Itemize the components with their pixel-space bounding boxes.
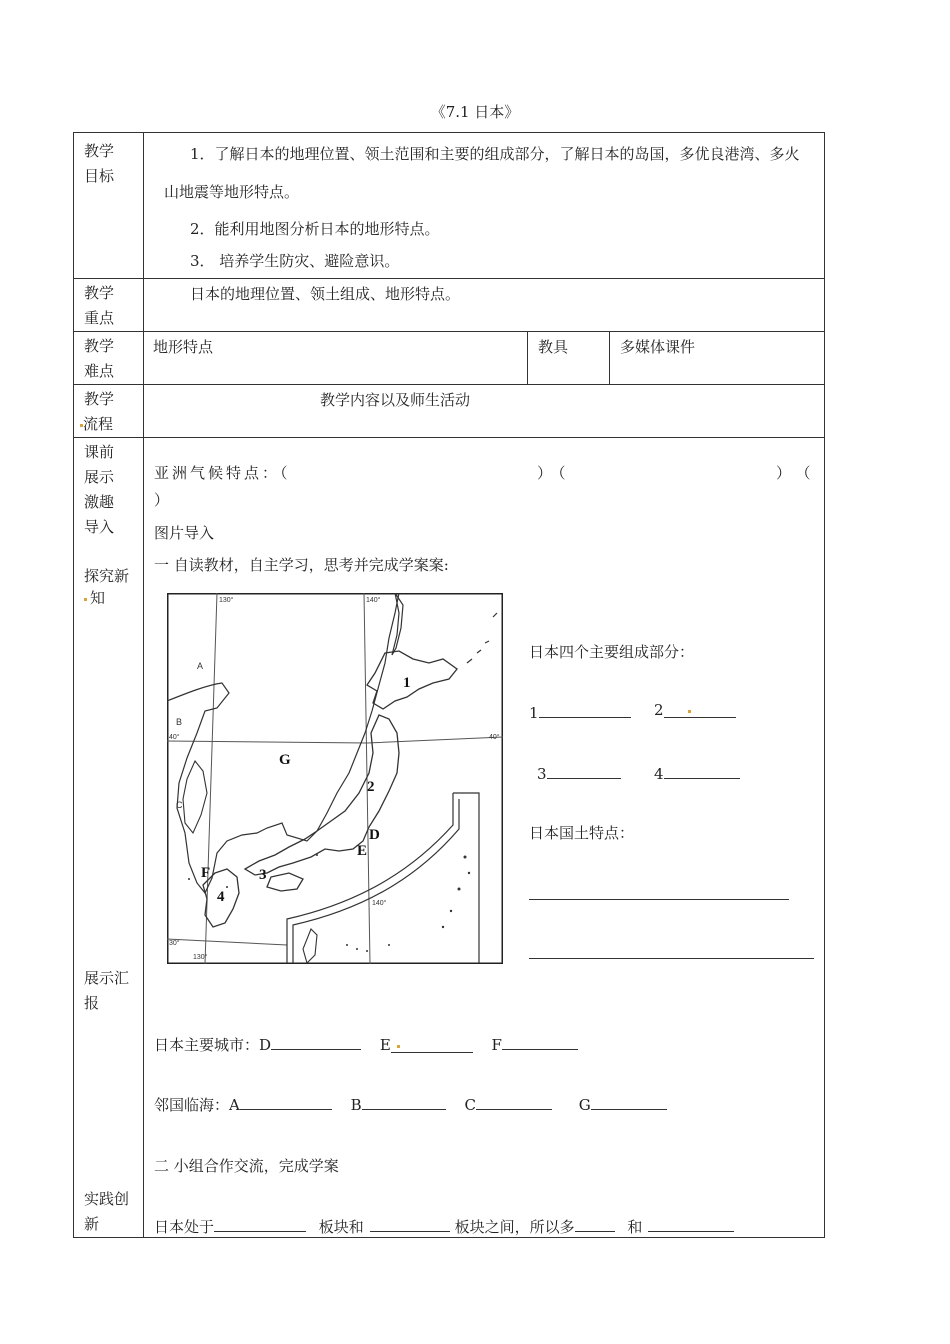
asia-climate-prompt: 亚洲气候特点：（ — [154, 464, 291, 482]
goal-2: 2．能利用地图分析日本的地形特点。 — [190, 220, 440, 238]
tools-value: 多媒体课件 — [620, 338, 696, 356]
part-1-row: 1 — [529, 701, 631, 722]
map-label-b: B — [176, 717, 183, 727]
label-intro: 课前 展示 激趣 导入 — [84, 443, 115, 536]
map-degree-130-top: 130° — [219, 597, 234, 604]
focus-text: 日本的地理位置、领土组成、地形特点。 — [190, 285, 461, 303]
row-goals — [74, 133, 825, 279]
label-process: 教学 流程 — [74, 385, 143, 437]
lesson-plan-table — [73, 132, 825, 1238]
row-focus — [74, 279, 825, 332]
map-label-c: C — [176, 800, 183, 810]
territory-answer-line-1[interactable] — [529, 899, 789, 900]
row-content — [74, 438, 825, 1238]
label-focus: 教学 重点 — [84, 284, 115, 327]
map-degree-40-right: 40° — [489, 734, 500, 741]
part-2-row: 2 — [654, 701, 736, 719]
map-degree-130-bottom: 130° — [193, 954, 208, 961]
territory-answer-line-2[interactable] — [529, 958, 814, 959]
plate-row: 日本处于 板块和 板块之间，所以多 和 — [154, 1215, 734, 1237]
label-goals: 教学 目标 — [84, 142, 115, 185]
map-label-f: F — [201, 865, 211, 881]
paren-mid-1: ）（ — [537, 464, 572, 482]
neighbors-row: 邻国临海：A B C G — [154, 1093, 667, 1115]
goal-1: 1．了解日本的地理位置、领土范围和主要的组成部分，了解日本的岛国，多优良港湾、多火山地震等地形特点。 — [164, 145, 800, 201]
map-degree-140-bottom: 140° — [372, 900, 387, 907]
label-report: 展示汇 报 — [84, 969, 130, 1012]
label-explore: 探究新 知 — [84, 567, 130, 607]
part-3-row: 3 — [537, 762, 621, 783]
page-title: 《7.1 日本》 — [430, 103, 520, 121]
difficulty-text: 地形特点 — [153, 338, 214, 356]
map-degree-140-top: 140° — [366, 597, 381, 604]
four-parts-title: 日本四个主要组成部分： — [529, 643, 695, 661]
part-4-row: 4 — [654, 762, 740, 783]
map-degree-30: 30° — [169, 940, 180, 947]
goal-3: 3． 培养学生防灾、避险意识。 — [190, 252, 400, 270]
map-label-d: D — [369, 827, 380, 843]
territory-title: 日本国土特点： — [529, 824, 635, 842]
label-practice: 实践创 新 — [84, 1190, 130, 1233]
japan-map — [167, 593, 503, 964]
paren-mid-2: ）（ — [776, 464, 823, 482]
picture-intro: 图片导入 — [154, 524, 215, 542]
paren-end: ） — [154, 491, 170, 509]
map-number-1: 1 — [403, 675, 411, 691]
process-text: 教学内容以及师生活动 — [320, 391, 471, 409]
map-degree-40-left: 40° — [169, 734, 180, 741]
row-difficulty — [74, 332, 825, 385]
map-number-4: 4 — [217, 889, 225, 905]
map-number-2: 2 — [367, 779, 375, 795]
row-process — [74, 385, 825, 438]
map-number-3: 3 — [259, 867, 267, 883]
map-label-e: E — [357, 843, 368, 859]
map-label-a: A — [197, 661, 204, 671]
section-1-heading: 一 自读教材，自主学习，思考并完成学案案: — [154, 556, 449, 574]
section-2-heading: 二 小组合作交流，完成学案 — [154, 1157, 339, 1175]
label-difficulty: 教学 难点 — [84, 337, 115, 380]
map-label-g: G — [279, 752, 291, 768]
tools-label: 教具 — [538, 338, 569, 356]
cities-row: 日本主要城市：D E F — [154, 1033, 578, 1055]
